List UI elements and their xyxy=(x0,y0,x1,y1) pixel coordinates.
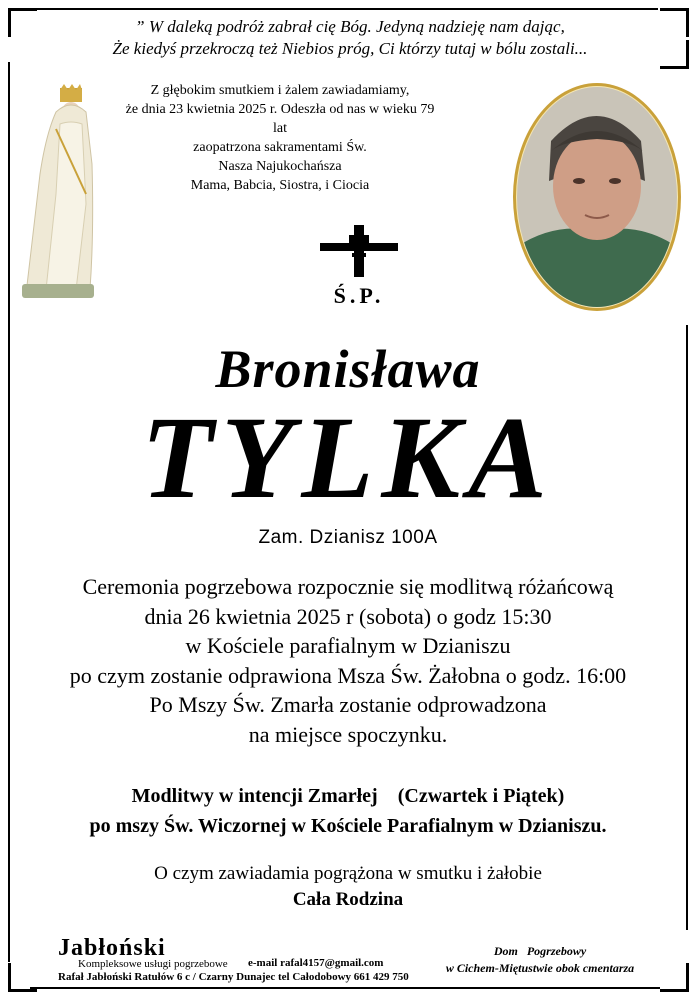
intro-line-2: że dnia 23 kwietnia 2025 r. Odeszła od nas w wieku 79 lat xyxy=(125,102,435,136)
intro-line-4: Nasza Najukochańsza xyxy=(218,159,342,174)
frame-corner-top-left xyxy=(8,8,37,37)
cross-icon xyxy=(316,223,402,315)
frame-corner-top-right xyxy=(660,8,689,37)
funeral-home-location-line-1: Dom Pogrzebowy xyxy=(493,944,587,958)
funeral-home-email[interactable]: e-mail rafal4157@gmail.com xyxy=(248,957,384,969)
deceased-first-name: Bronisława xyxy=(215,339,481,399)
frame-corner-bottom-right xyxy=(660,963,689,992)
prayers-line-1: Modlitwy w intencji Zmarłej (Czwartek i Piątek) xyxy=(131,785,565,807)
funeral-home-location-line-2: w Cichem-Miętustwie obok cmentarza xyxy=(445,961,635,975)
prayers-line-2: po mszy Św. Wiczornej w Kościele Parafialnym w Dzianiszu. xyxy=(89,815,607,837)
family-line-1: O czym zawiadamia pogrążona w smutku i żałobie xyxy=(154,863,542,884)
intro-line-5: Mama, Babcia, Siostra, i Ciocia xyxy=(190,178,370,193)
frame-bottom-line xyxy=(30,987,660,989)
madonna-statue-image xyxy=(16,84,98,300)
ceremony-details xyxy=(20,572,676,749)
deceased-last-name: TYLKA xyxy=(141,392,555,523)
ceremony-line-1: Ceremonia pogrzebowa rozpocznie się modlitwą różańcową xyxy=(82,574,614,599)
portrait-photo xyxy=(511,81,683,314)
intro-line-3: zaopatrzona sakramentami Św. xyxy=(193,140,367,155)
funeral-home-brand: Jabłoński xyxy=(58,935,166,961)
prayers-info xyxy=(20,781,676,841)
poem xyxy=(40,16,660,60)
frame-top-line xyxy=(26,8,658,10)
family-notice xyxy=(20,861,676,913)
ceremony-line-3: w Kościele parafialnym w Dzianiszu xyxy=(185,633,511,658)
funeral-home-location xyxy=(430,943,650,977)
cross-caption: Ś.P. xyxy=(333,283,385,308)
announcement-intro xyxy=(120,81,440,195)
funeral-home-subtitle: Kompleksowe usługi pogrzebowe xyxy=(78,958,228,970)
family-signature: Cała Rodzina xyxy=(292,889,404,910)
ceremony-line-4: po czym zostanie odprawiona Msza Św. Żałobna o godz. 16:00 xyxy=(69,662,627,688)
funeral-home-address: Rafał Jabłoński Ratułów 6 c / Czarny Dunajec tel Całodobowy 661 429 750 xyxy=(58,971,409,983)
poem-line-2: Że kiedyś przekroczą też Niebios próg, Ci którzy tutaj w bólu zostali... xyxy=(112,39,588,58)
deceased-address: Zam. Dzianisz 100A xyxy=(258,527,438,548)
intro-line-1: Z głębokim smutkiem i żalem zawiadamiamy, xyxy=(150,83,410,98)
ceremony-line-2: dnia 26 kwietnia 2025 r (sobota) o godz 15:30 xyxy=(144,603,552,629)
ceremony-line-5: Po Mszy Św. Zmarła zostanie odprowadzona xyxy=(149,692,547,717)
frame-corner-mid-right xyxy=(660,40,689,69)
frame-corner-bottom-left xyxy=(8,963,37,992)
ceremony-line-6: na miejsce spoczynku. xyxy=(248,721,448,747)
funeral-home-contact xyxy=(58,935,418,983)
poem-line-1: ” W daleką podróż zabrał cię Bóg. Jedyną nadzieję nam dając, xyxy=(135,17,565,36)
